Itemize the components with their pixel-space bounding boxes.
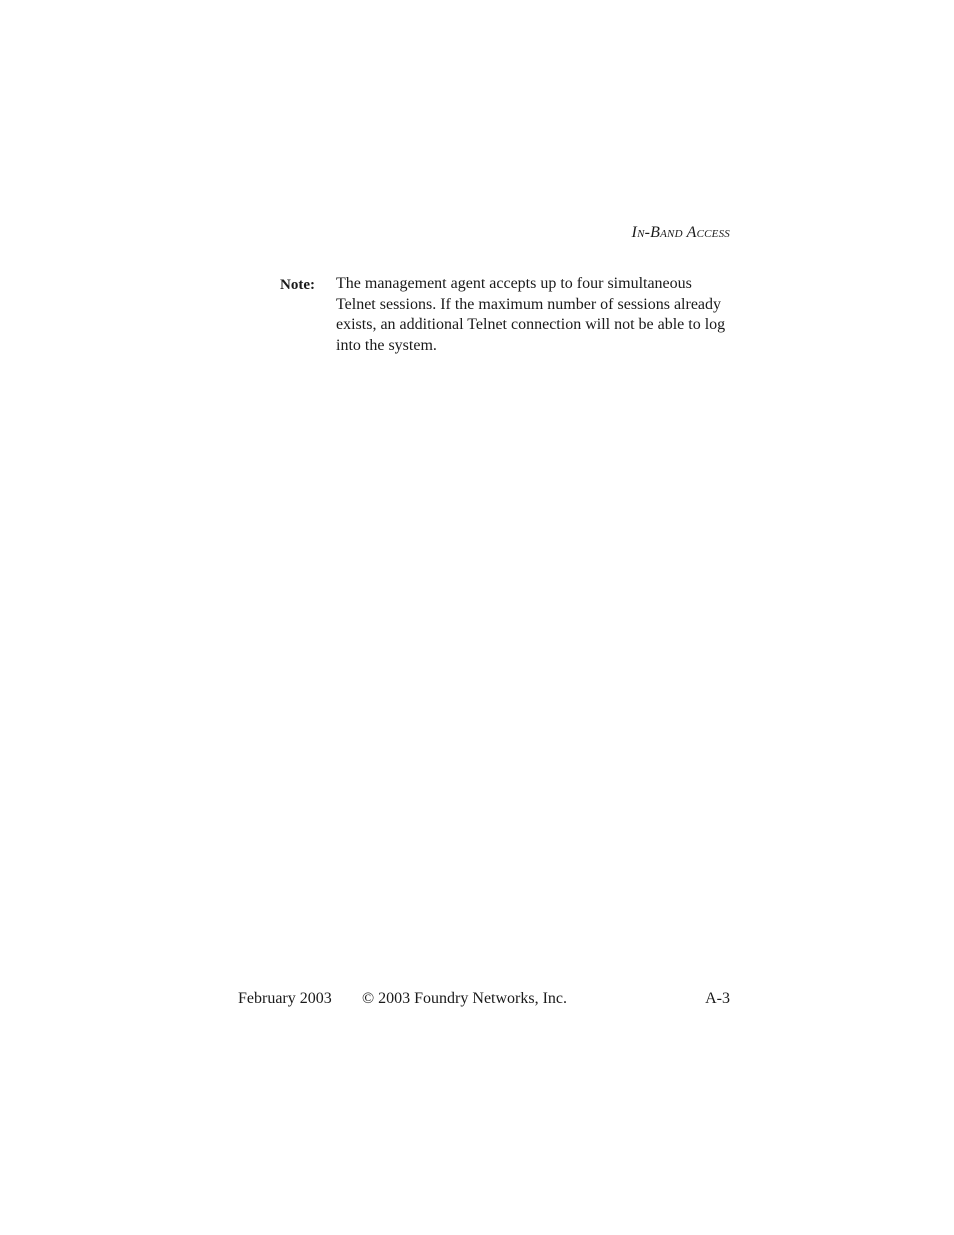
page-footer	[238, 990, 730, 1012]
note-text: The management agent accepts up to four simultaneous Telnet sessions. If the maximum number of sessions already exists, an additional Telnet connection will not be able to log into the system.	[336, 275, 726, 354]
footer-date: February 2003	[238, 990, 332, 1007]
note-label: Note:	[280, 277, 315, 293]
page-number: A-3	[705, 990, 730, 1007]
running-header: In-Band Access	[631, 224, 730, 241]
footer-copyright: © 2003 Foundry Networks, Inc.	[362, 990, 568, 1007]
note-block	[280, 274, 730, 356]
